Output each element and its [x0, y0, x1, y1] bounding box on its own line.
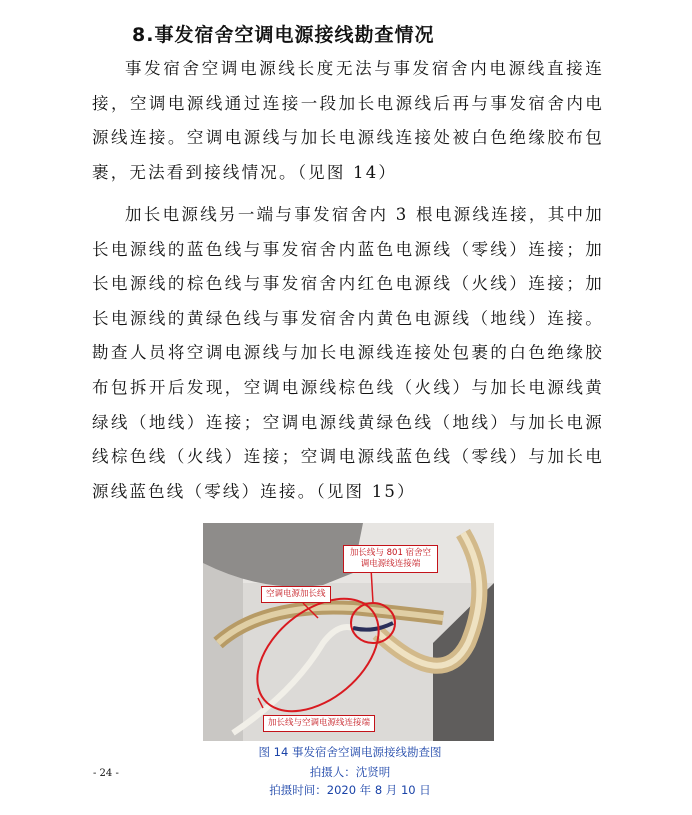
- annotation-ac-connection: 加长线与空调电源线连接端: [263, 715, 375, 732]
- wiring-photo: [203, 523, 494, 741]
- annotation-extension-cable: 空调电源加长线: [261, 586, 331, 603]
- paragraph-1: [92, 52, 604, 190]
- paragraph-2: [92, 198, 604, 509]
- figure-caption: 图 14 事发宿舍空调电源接线勘查图: [258, 745, 442, 759]
- section-heading: 8.事发宿舍空调电源接线勘查情况: [132, 24, 435, 46]
- page-number: - 24 -: [93, 768, 119, 779]
- photo-time-line: 拍摄时间：2020 年 8 月 10 日: [269, 783, 431, 797]
- annotation-801-connection: 加长线与 801 宿舍空调电源线连接端: [343, 545, 438, 573]
- paragraph-1-text: 事发宿舍空调电源线长度无法与事发宿舍内电源线直接连接，空调电源线通过连接一段加长电源线后再与事发宿舍内电源线连接。空调电源线与加长电源线连接处被白色绝缘胶布包裹，无法看到接线情况。（见图 14）: [92, 59, 604, 182]
- photographer-line: 拍摄人：沈贤明: [309, 765, 391, 779]
- paragraph-2-text: 加长电源线另一端与事发宿舍内 3 根电源线连接，其中加长电源线的蓝色线与事发宿舍内蓝色电源线（零线）连接；加长电源线的棕色线与事发宿舍内红色电源线（火线）连接；加长电源线的黄绿色线与事发宿舍内黄色电源线（地线）连接。勘查人员将空调电源线与加长电源线连接处包裹的白色绝缘胶布包拆开后发现，空调电源线棕色线（火线）与加长电源线黄绿线（地线）连接；空调电源线黄绿色线（地线）与加长电源线棕色线（火线）连接；空调电源线蓝色线（零线）与加长电源线蓝色线（零线）连接。（见图 15）: [92, 205, 604, 501]
